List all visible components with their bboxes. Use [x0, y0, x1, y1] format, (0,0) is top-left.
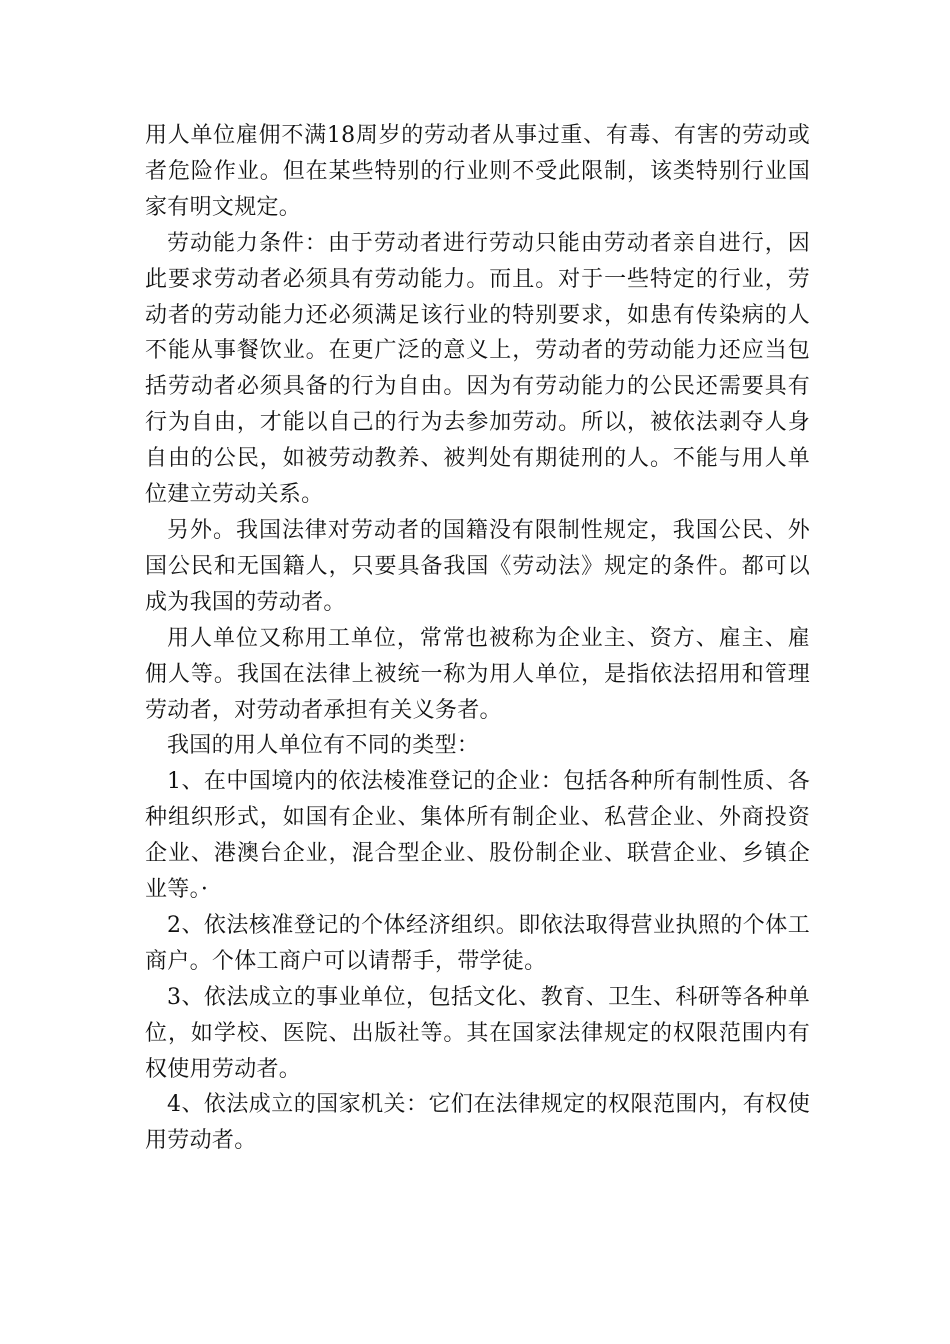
paragraph-1: 用人单位雇佣不满18周岁的劳动者从事过重、有毒、有害的劳动或者危险作业。但在某些特别的行业则不受此限制，该类特别行业国家有明文规定。: [145, 123, 810, 220]
paragraph-4: 用人单位又称用工单位，常常也被称为企业主、资方、雇主、雇佣人等。我国在法律上被统一称为用人单位，是指依法招用和管理劳动者，对劳动者承担有关义务者。: [145, 625, 810, 723]
paragraph-3: 另外。我国法律对劳动者的国籍没有限制性规定，我国公民、外国公民和无国籍人，只要具备我国《劳动法》规定的条件。都可以成为我国的劳动者。: [145, 517, 810, 615]
list-item-4: 4、依法成立的国家机关：它们在法律规定的权限范围内，有权使用劳动者。: [145, 1092, 810, 1154]
list-item-3: 3、依法成立的事业单位，包括文化、教育、卫生、科研等各种单位，如学校、医院、出版社等。其在国家法律规定的权限范围内有权使用劳动者。: [145, 984, 810, 1082]
document-body: [145, 118, 810, 1159]
paragraph-5: 我国的用人单位有不同的类型：: [167, 733, 480, 759]
list-item-2: 2、依法核准登记的个体经济组织。即依法取得营业执照的个体工商户。个体工商户可以请帮手，带学徒。: [145, 912, 810, 974]
paragraph-2: 劳动能力条件：由于劳动者进行劳动只能由劳动者亲自进行，因此要求劳动者必须具有劳动能力。而且。对于一些特定的行业，劳动者的劳动能力还必须满足该行业的特别要求，如患有传染病的人不能从事餐饮业。在更广泛的意义上，劳动者的劳动能力还应当包括劳动者必须具备的行为自由。因为有劳动能力的公民还需要具有行为自由，才能以自己的行为去参加劳动。所以，被依法剥夺人身自由的公民，如被劳动教养、被判处有期徒刑的人。不能与用人单位建立劳动关系。: [145, 230, 810, 508]
list-item-1: 1、在中国境内的依法棱准登记的企业：包括各种所有制性质、各种组织形式，如国有企业、集体所有制企业、私营企业、外商投资企业、港澳台企业，混合型企业、股份制企业、联营企业、乡镇企业等。·: [145, 769, 810, 903]
